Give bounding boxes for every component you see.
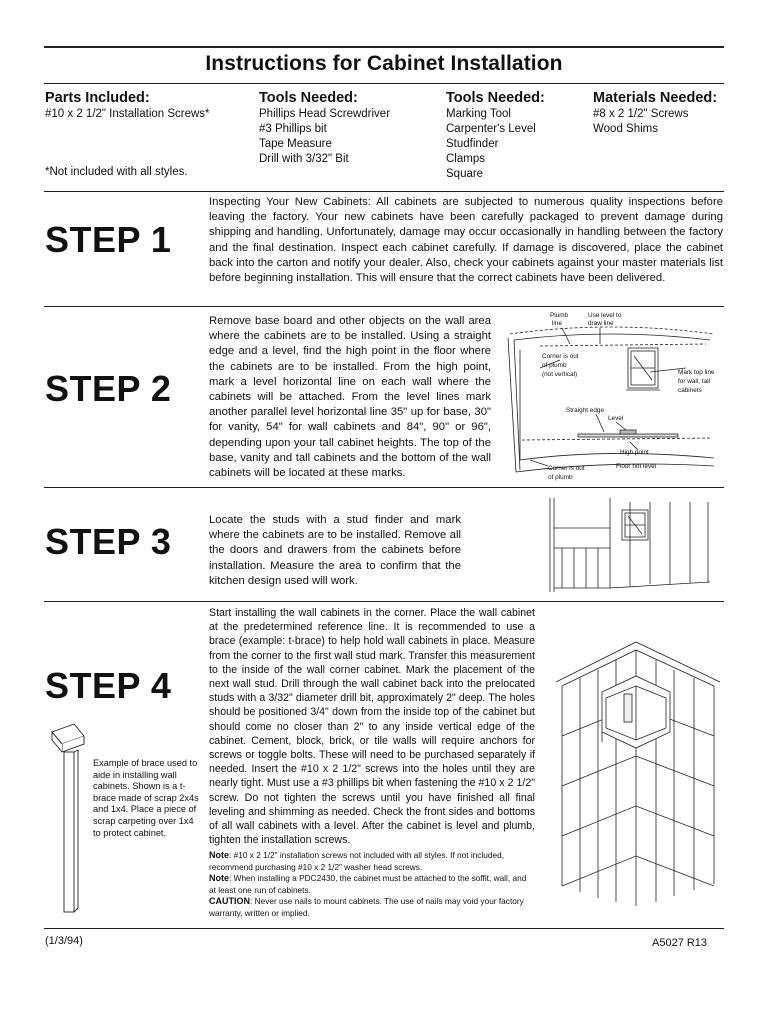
t-brace-illustration: [44, 718, 92, 918]
step-2-text: Remove base board and other objects on the wall area where the cabinets are to be installed. Using a straight edge and a level, find the high point in the floor where the cabinets are to be installed. From the high point, mark a level horizontal line on each wall where the cabinets will be attached. From the level lines mark another parallel level horizontal line 35" up for base, 30" for vanity, 54" for wall cabinets and 84", 90" or 96", depending upon your tall cabinet heights. The top of the base, vanity and tall cabinets and the bottom of the wall cabinets will be located at these marks.: [209, 315, 491, 480]
bottom-rule: [44, 928, 724, 929]
label-straightedge: Straight edge: [566, 407, 605, 414]
note-label: Note: [209, 873, 229, 884]
top-rule: [44, 46, 724, 48]
document-date: (1/3/94): [45, 935, 83, 947]
column-heading: Tools Needed:: [446, 90, 545, 106]
label-level: Level: [608, 415, 624, 422]
list-item: Studfinder: [446, 138, 499, 150]
notes: [209, 850, 535, 920]
page-title: Instructions for Cabinet Installation: [205, 52, 563, 75]
step-2-rule: [44, 306, 724, 307]
parts-included-column: [45, 89, 210, 122]
list-item: Drill with 3/32" Bit: [259, 153, 349, 165]
list-item: #3 Phillips bit: [259, 123, 327, 135]
list-item: Tape Measure: [259, 138, 332, 150]
materials-needed-column: [593, 89, 717, 137]
list-item: Marking Tool: [446, 108, 511, 120]
list-item: Square: [446, 168, 484, 180]
label-floor: Floor not level: [616, 463, 657, 470]
label-corner-out-1: Corner is out: [548, 465, 585, 472]
caution-label: CAUTION: [209, 896, 250, 907]
list-item: Wood Shims: [593, 123, 658, 135]
list-item: Clamps: [446, 153, 485, 165]
label-corner-1: Corner is out: [542, 353, 579, 360]
label-mark-1: Mark top line: [678, 369, 715, 376]
label-line: line: [552, 320, 562, 327]
step-4-rule: [44, 601, 724, 602]
step-3-stud-diagram: [540, 494, 720, 598]
footnote: *Not included with all styles.: [45, 166, 188, 178]
step-4-title: STEP 4: [45, 665, 172, 706]
tools-needed-column-1: [259, 89, 390, 167]
step-4-corner-cabinet-diagram: [548, 636, 726, 910]
list-item: Phillips Head Screwdriver: [259, 108, 391, 120]
step-1-title: STEP 1: [45, 219, 172, 260]
list-item: #10 x 2 1/2" Installation Screws*: [45, 108, 210, 120]
list-item: #8 x 2 1/2" Screws: [593, 108, 689, 120]
note-label: Note: [209, 850, 229, 860]
label-mark-3: cabinets: [678, 387, 702, 394]
column-heading: Parts Included:: [45, 90, 150, 106]
label-corner-2: of plumb: [542, 362, 567, 369]
document-code: A5027 R13: [652, 937, 708, 949]
step-4-text: Start installing the wall cabinets in the corner. Place the wall cabinet at the predetermined reference line. It is recommended to use a brace (example: t-brace) to help hold wall cabinets in place. Measure from the corner to the first wall stud mark. Transfer this measurement to the inside of the wall corner cabinet. Mark the placement of the next wall stud. Drill through the wall cabinet back into the prelocated studs with a 3/32" diameter drill bit, approximately 2" deep. The holes should be positioned 3/4" down from the inside top of the cabinet but should come no closer than 2" to any inside vertical edge of the cabinet. Cement, block, brick, or tile walls will require anchors for screws or toggle bolts. These will need to be purchased separately if needed. Insert the #10 x 2 1/2" screws into the holes until they are nearly tight. Must use a #3 phillips bit when fastening the #10 x 2 1/2" screw. Do not tighten the screws until you have finished all final leveling and shimming as needed. Check the front sides and bottoms of all wall cabinets with a level. After the cabinet is level and plumb, tighten the installation screws.: [209, 607, 535, 847]
label-draw-line: draw line: [588, 320, 614, 327]
list-item: Carpenter's Level: [446, 123, 536, 135]
step-1-text: Inspecting Your New Cabinets: All cabinets are subjected to numerous quality inspections before leaving the factory. Your new cabinets have been carefully packaged to prevent damage during shipping and handling. Unfortunately, damage may occur occasionally in handling between the factory and the final destination. Inspect each cabinet carefully. If damage is discovered, place the cabinet back into the carton and notify your dealer. Also, check your cabinets against your master materials list before beginning installation. This will ensure that the correct cabinets have been delivered.: [209, 196, 723, 285]
step-3-rule: [44, 487, 724, 488]
step-3-text: Locate the studs with a stud finder and mark where the cabinets are to be installed. Remove all the doors and drawers from the cabinets before installation. Measure the area to confirm that the kitchen design used will work.: [209, 514, 461, 587]
label-high-point: High point: [620, 449, 649, 456]
step-1-rule: [44, 191, 724, 192]
note-text: : #10 x 2 1/2" installation screws not included with all styles. If not included, recommend purchasing #10 x 2 1/2" washer head screws.: [209, 850, 505, 872]
label-corner-out-2: of plumb: [548, 474, 573, 481]
step-2-title: STEP 2: [45, 368, 172, 409]
step-2-wall-diagram: [500, 310, 728, 482]
note-text: : When installing a PDC2430, the cabinet must be attached to the soffit, wall, and at least one run of cabinets.: [209, 873, 527, 895]
step-3-title: STEP 3: [45, 521, 172, 562]
label-mark-2: for wall, tall: [678, 378, 710, 385]
brace-caption: Example of brace used to aide in installing wall cabinets. Shown is a t-brace made of scrap 2x4s and 1x4. Place a piece of scrap carpeting over 1x4 to protect cabinet.: [93, 758, 199, 838]
caution-text: : Never use nails to mount cabinets. The use of nails may void your factory warranty, written or implied.: [209, 896, 524, 918]
tools-needed-column-2: [446, 89, 545, 182]
column-heading: Tools Needed:: [259, 90, 358, 106]
label-use-level: Use level to: [588, 312, 622, 319]
label-corner-3: (not vertical): [542, 371, 578, 378]
label-plumb: Plumb: [550, 312, 569, 319]
column-heading: Materials Needed:: [593, 90, 718, 106]
title-rule: [44, 83, 724, 84]
